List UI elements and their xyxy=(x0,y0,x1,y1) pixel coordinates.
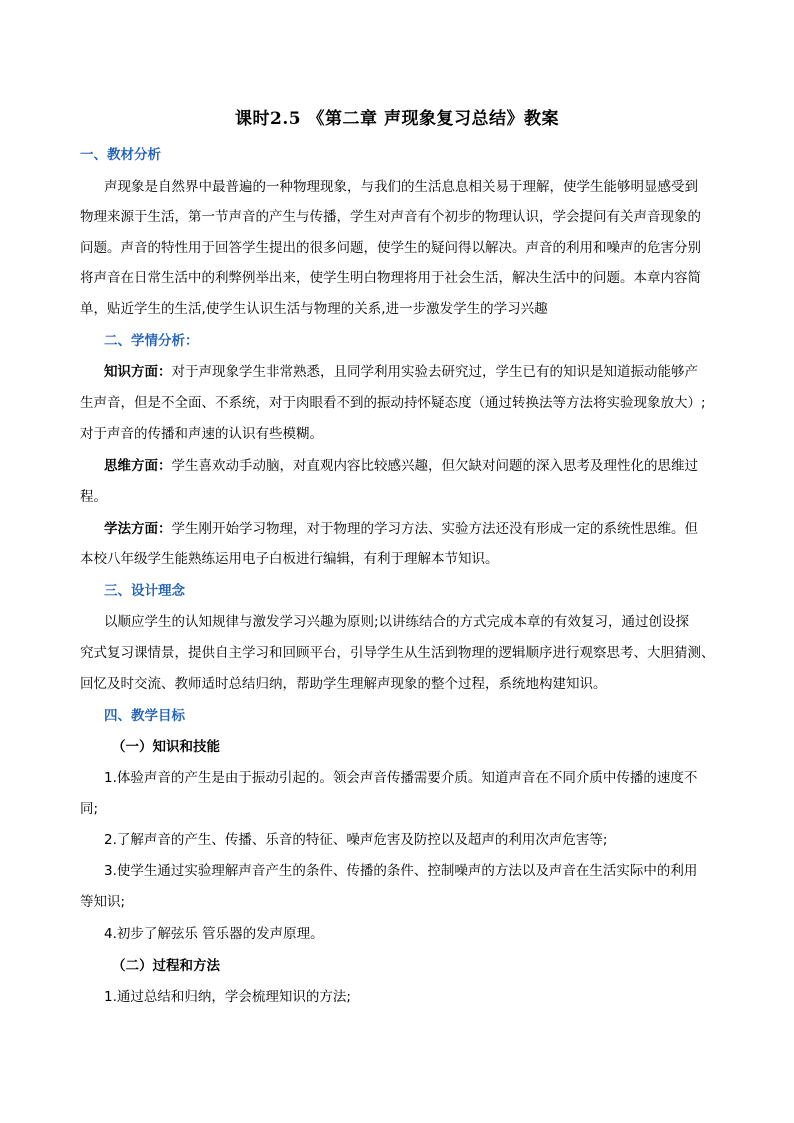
document-title: 课时2.5 《第二章 声现象复习总结》教案 xyxy=(235,109,559,129)
paragraph-line: 物理来源于生活，第一节声音的产生与传播，学生对声音有个初步的物理认识，学会提问有关声音现象的 xyxy=(80,209,701,225)
paragraph-line: 回忆及时交流、教师适时总结归纳，帮助学生理解声现象的整个过程，系统地构建知识。 xyxy=(80,676,607,692)
paragraph-line: 以顺应学生的认知规律与激发学习兴趣为原则;以讲练结合的方式完成本章的有效复习，通过创设探 xyxy=(104,614,690,630)
paragraph-line: 2.了解声音的产生、传播、乐音的特征、噪声危害及防控以及超声的利用次声危害等; xyxy=(104,832,608,848)
paragraph-line: 究式复习课情景，提供自主学习和回顾平台，引导学生从生活到物理的逻辑顺序进行观察思考、大胆猜测、 xyxy=(80,645,715,661)
paragraph-line: 生声音，但是不全面、不系统，对于肉眼看不到的振动持怀疑态度（通过转换法等方法将实验现象放大）; xyxy=(80,395,706,411)
paragraph-line: 1.体验声音的产生是由于振动引起的。领会声音传播需要介质。知道声音在不同介质中传播的速度不 xyxy=(104,770,698,786)
paragraph-line: 1.通过总结和归纳，学会梳理知识的方法; xyxy=(104,989,351,1005)
paragraph-line: 同; xyxy=(80,801,99,817)
subsection-heading-knowledge-skills: （一）知识和技能 xyxy=(112,739,220,755)
paragraph-line: 单，贴近学生的生活,使学生认识生活与物理的关系,进一步激发学生的学习兴趣 xyxy=(80,301,548,317)
paragraph-line xyxy=(104,362,744,382)
paragraph-line: 程。 xyxy=(80,489,107,505)
subsection-heading-process-method: （二）过程和方法 xyxy=(112,958,220,974)
label-method: 学法方面： xyxy=(104,521,172,537)
paragraph-line: 声现象是自然界中最普遍的一种物理现象，与我们的生活息息相关易于理解，使学生能够明显感受到 xyxy=(104,179,698,195)
section-heading-textbook-analysis: 一、教材分析 xyxy=(80,147,161,163)
section-heading-design-concept: 三、设计理念 xyxy=(104,583,185,599)
paragraph-line: 对于声音的传播和声速的认识有些模糊。 xyxy=(80,426,323,442)
paragraph-line: 4.初步了解弦乐 管乐器的发声原理。 xyxy=(104,926,324,942)
paragraph-text: 学生喜欢动手动脑，对直观内容比较感兴趣，但欠缺对问题的深入思考及理性化的思维过 xyxy=(171,458,698,474)
paragraph-line: 等知识; xyxy=(80,894,126,910)
paragraph-line: 问题。声音的特性用于回答学生提出的很多问题，使学生的疑问得以解决。声音的利用和噪声的危害分别 xyxy=(80,240,701,256)
paragraph-line: 3.使学生通过实验理解声音产生的条件、传播的条件、控制噪声的方法以及声音在生活实际中的利用 xyxy=(104,863,698,879)
paragraph-line xyxy=(104,519,744,539)
section-heading-teaching-goals: 四、教学目标 xyxy=(104,708,185,724)
paragraph-text: 学生刚开始学习物理，对于物理的学习方法、实验方法还没有形成一定的系统性思维。但 xyxy=(171,521,698,537)
paragraph-line: 本校八年级学生能熟练运用电子白板进行编辑，有利于理解本节知识。 xyxy=(80,551,499,567)
label-thinking: 思维方面： xyxy=(104,458,172,474)
paragraph-line: 将声音在日常生活中的利弊例举出来，使学生明白物理将用于社会生活，解决生活中的问题。本章内容简 xyxy=(80,270,701,286)
paragraph-text: 对于声现象学生非常熟悉，且同学利用实验去研究过，学生已有的知识是知道振动能够产 xyxy=(171,364,698,380)
section-heading-learner-analysis: 二、学情分析： xyxy=(104,333,199,349)
paragraph-line xyxy=(104,456,744,476)
label-knowledge: 知识方面： xyxy=(104,364,172,380)
